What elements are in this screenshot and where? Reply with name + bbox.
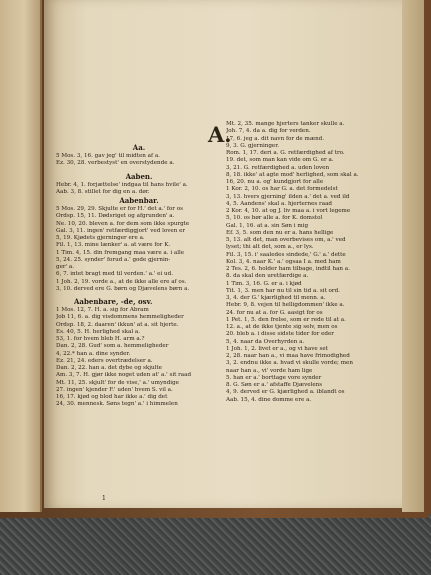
section-letter: A. <box>208 122 232 147</box>
concordance-line: 16, 17. kjød og blod har ikke a.' dig det <box>56 394 168 400</box>
concordance-line: 4, 9. derved er G. kjærlighed a. iblandt os <box>226 389 345 396</box>
concordance-line: Fil. 1, 13. mine lænker' a. at være for K. <box>56 242 171 249</box>
concordance-line: 20. bleb a. i disse sidste tider for eder <box>226 331 334 338</box>
concordance-line: 1 Mos. 12, 7. H. a. sig for Abram <box>56 307 149 313</box>
concordance-line: 1 Tim. 3, 16. G. er a. i kjød <box>226 280 302 287</box>
concordance-line: Aab. 15, 4. dine domme ere a. <box>226 396 312 403</box>
page-stack-edge <box>402 0 424 512</box>
entry-heading: Aa. <box>132 143 146 152</box>
concordance-line: Gal. 1, 16. at a. sin Søn i mig <box>226 222 309 229</box>
concordance-line: 27. ingen' kjender F.' uden' hvem S. vil a. <box>56 386 173 393</box>
left-page-edge <box>0 0 42 512</box>
concordance-line: 24, 30. mennesk. Søns tegn' a.' i himmelen <box>56 401 178 408</box>
concordance-line: 5, 4. naar da Overhyrden a. <box>226 338 305 345</box>
concordance-line: Kol. 3, 4. naar K.' a.' ogsaa I a. med ham <box>226 258 341 265</box>
concordance-line: 5, 24. 25. synder' forud a.' gode gjernin- <box>56 256 171 263</box>
concordance-line: lyset; thi alt det, som a., er lys. <box>226 244 314 251</box>
page-number: 1 <box>102 495 106 502</box>
concordance-line: Ez. 30, 28. verbestyst' en overstydende a. <box>56 160 175 167</box>
concordance-line: 8, 18. ikke' at agte mod' herlighed, som skal a. <box>226 171 359 178</box>
concordance-line: Hebr. 4, 1. forjættelse' indgaa til hans hvile' a. <box>56 181 188 188</box>
concordance-line: Fil. 3, 15. i' saaledes sindede,' G.' a.' dette <box>226 251 346 258</box>
concordance-line: Am. 3, 7. H. gjør ikke noget uden at' a.' sit raad <box>56 372 192 379</box>
concordance-line: 2 Kor. 4, 10. at og J. liv maa a. i vort legeme <box>226 208 351 214</box>
concordance-line: 4, 22.* han a. dine synder. <box>56 350 131 357</box>
concordance-line: naar han a., vi' vorde ham lige <box>226 367 313 374</box>
concordance-line: Rom. 1, 17. deri a. G. retfærdighed af tro. <box>226 150 345 156</box>
concordance-line: 8. da skal den uretfærdige a. <box>226 273 309 280</box>
concordance-line: 9, 3. G. gjerninger. <box>226 142 280 149</box>
concordance-line: 3, 2. endnu ikke a. hvad vi skulle vorde; men <box>226 360 353 367</box>
right-column <box>226 121 392 404</box>
concordance-line: 5. han er a.' borttage vore synder <box>226 374 322 381</box>
concordance-line: 5 Mos. 29, 29. Skjulte er for H.' det a.' for os <box>56 206 183 212</box>
concordance-line: 2 Tes. 2, 6. holder ham tilbage, indtil han a. <box>226 266 350 272</box>
concordance-line: Ef. 3, 5. som den nu er a. hans hellige <box>226 229 334 236</box>
concordance-line: 1 Joh. 1, 2. livet er a., og vi have set <box>226 345 328 352</box>
concordance-line: 24. for nu at a. for G. aasigt for os <box>226 309 323 316</box>
concordance-line: 3, 21. G. retfærdighed a. uden loven <box>226 164 330 171</box>
concordance-line: 1 Joh. 2, 19. vorde a., at de ikke alle ere af os. <box>56 278 187 285</box>
concordance-line: 5 Mos. 3, 16. gav jeg' til midten af a. <box>56 153 160 159</box>
book-page <box>44 0 402 508</box>
concordance-line: Tit. 1, 3. men har nu til sin tid a. sit ord. <box>226 287 340 294</box>
concordance-line: Job 11, 6. a. dig visdommens hemmeligheder <box>56 314 184 321</box>
concordance-line: 19. det, som man kan vide om G. er a. <box>226 157 334 164</box>
concordance-line: 2, 28. naar han a., vi maa have frimodighed <box>226 353 350 359</box>
concordance-line: 3, 4. der G.' kjærlighed til menn. a. <box>226 295 326 301</box>
concordance-line: 3, 13. hvers gjerning' ilden a.' det a. ved ild <box>226 193 350 200</box>
concordance-line: 16, 20. nu a. og' kundgjort for alle <box>226 179 324 185</box>
concordance-line: 5, 13. alt det, man overbevises om, a.' ved <box>226 237 346 243</box>
left-column <box>56 143 222 508</box>
concordance-line: 12. a., at de ikke tjente sig selv, men os <box>226 324 338 330</box>
concordance-line: 1 Tim. 4, 15. din fremgang maa være a. i alle <box>56 249 185 256</box>
concordance-line: 5, 10. os bør alle a. for K. domstol <box>226 215 323 222</box>
concordance-line: Mt. 11, 25. skjult' for de vise,' a.' umyndige <box>56 379 179 386</box>
concordance-line: Ordsp. 18, 2. daaren' ikkun' at a. sit hjerte. <box>56 321 179 328</box>
concordance-line: Aab. 3, 8. stillet for dig en a. dør. <box>56 188 150 195</box>
concordance-line: Hebr. 9, 8. vejen til helligdommen' ikke a. <box>226 302 345 309</box>
concordance-line: Gal. 3, 11. ingen' retfærdiggjort' ved loven er <box>56 227 186 234</box>
concordance-line: 53, 1. for hvem bleb H. arm a.? <box>56 336 145 342</box>
concordance-line: Ez. 21, 24. eders overtrædelser a. <box>56 357 153 364</box>
concordance-line: ger' a. <box>56 264 74 270</box>
concordance-line: 4, 5. Aandens' skal a. hjerternes raad <box>226 200 332 207</box>
concordance-line: Dan. 2, 28. Gud' som a. hemmeligheder <box>56 343 169 350</box>
concordance-line: Ne. 10, 20. bleven a. for dem som ikke spurgte <box>56 220 190 227</box>
concordance-line: Es. 40, 5. H. herlighed skal a. <box>56 328 141 335</box>
concordance-line: 1 Kor. 2, 10. os har G. a. det formedelst <box>226 186 338 193</box>
concordance-line: 1 Pet. 1, 5. den frelse, som er rede til at a. <box>226 316 346 323</box>
concordance-line: Mt. 2, 35. mange hjerters tanker skulle a. <box>226 121 345 127</box>
concordance-line: 6, 7. intet bragt med til verden.' a.' ei ud. <box>56 271 173 278</box>
concordance-line: 5, 19. Kjødets gjerninger ere a. <box>56 235 145 241</box>
entry-heading: Aabenbar. <box>119 196 159 205</box>
concordance-line: Ordsp. 15, 11. Dødsriget og afgrunden' a. <box>56 213 175 220</box>
concordance-line: Dan. 2, 22. han a. det dybe og skjulte <box>56 365 162 371</box>
concordance-line: 3, 10. derved ere G. børn og Djævelens børn a. <box>56 285 190 292</box>
entry-heading: Aabenbare, -de, osv. <box>74 297 153 306</box>
concordance-line: 17, 6. jeg a. dit navn for de mænd. <box>226 135 325 142</box>
concordance-line: Joh. 7, 4. da a. dig for verden. <box>226 128 311 135</box>
concordance-line: 8. G. Søn er a.' afstaffe Djævelens <box>226 382 323 388</box>
entry-heading: Aaben. <box>125 171 153 181</box>
